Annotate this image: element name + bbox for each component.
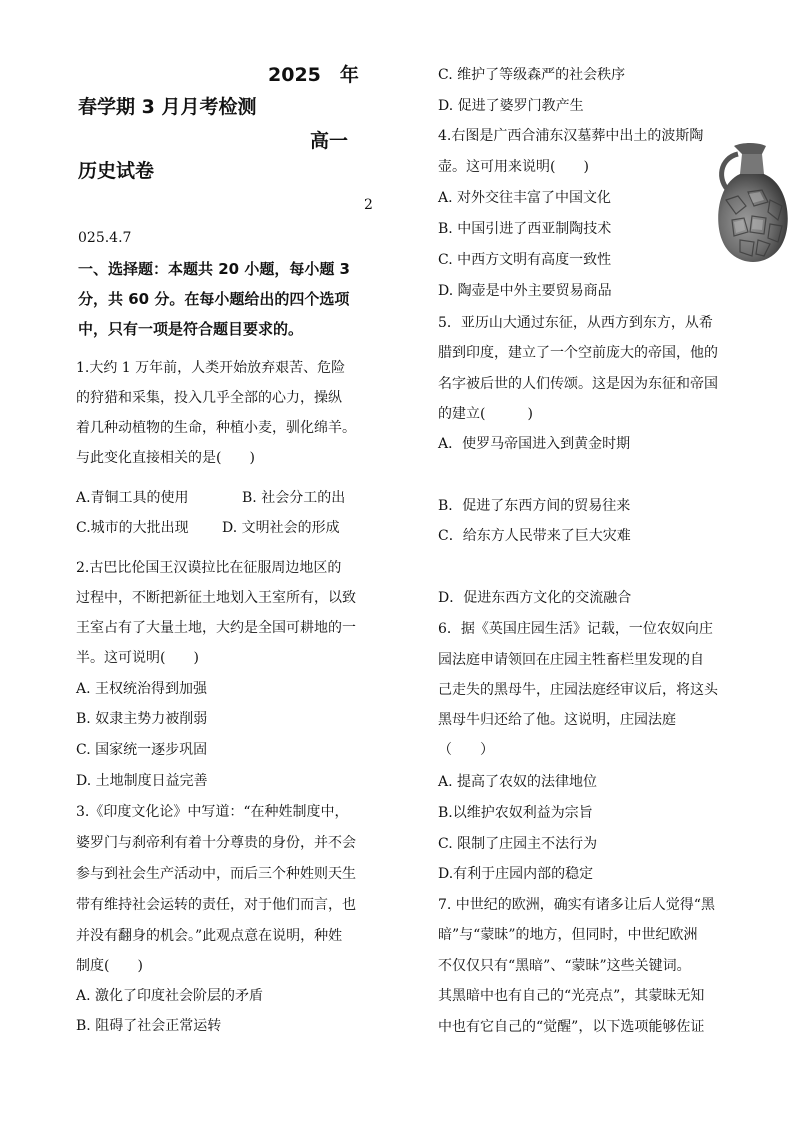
q1-stem-line2: 的狩猎和采集，投入几乎全部的心力，操纵 — [76, 390, 342, 406]
q4-option-d: D. 陶壶是中外主要贸易商品 — [438, 283, 612, 299]
q6-option-c: C. 限制了庄园主不法行为 — [438, 836, 598, 852]
q3-stem-line2: 婆罗门与刹帝利有着十分尊贵的身份，并不会 — [76, 835, 356, 851]
q3-option-c: C. 维护了等级森严的社会秩序 — [438, 67, 626, 83]
q7-stem-line1: 7. 中世纪的欧洲，确实有诸多让后人觉得“黑 — [438, 897, 715, 913]
q3-stem-line1: 3.《印度文化论》中写道：“在种姓制度中， — [76, 804, 349, 820]
header-date-part2: 025.4.7 — [78, 230, 132, 246]
persian-pottery-vase-icon — [712, 140, 794, 264]
q7-stem-line4: 其黑暗中也有自己的“光亮点”，其蒙昧无知 — [438, 988, 705, 1004]
q6-option-a: A. 提高了农奴的法律地位 — [438, 774, 598, 790]
section-heading-line1: 一、选择题：本题共 20 小题，每小题 3 — [78, 260, 350, 278]
section-heading-line3: 中，只有一项是符合题目要求的。 — [78, 320, 304, 338]
q6-option-d: D.有利于庄园内部的稳定 — [438, 866, 594, 882]
q3-option-a: A. 激化了印度社会阶层的矛盾 — [76, 988, 264, 1004]
q6-stem-line5: （ ） — [438, 742, 494, 758]
q2-option-c: C. 国家统一逐步巩固 — [76, 742, 208, 758]
section-heading-line2: 分，共 60 分。在每小题给出的四个选项 — [78, 290, 350, 308]
q5-stem-line3: 名字被后世的人们传颂。这是因为东征和帝国 — [438, 376, 718, 392]
q2-stem-line2: 过程中，不断把新征土地划入王室所有，以致 — [76, 590, 356, 606]
q4-stem-line1: 4.右图是广西合浦东汉墓葬中出土的波斯陶 — [438, 128, 704, 144]
q6-stem-line4: 黑母牛归还给了他。这说明，庄园法庭 — [438, 712, 676, 728]
q5-stem-line4: 的建立( ) — [438, 406, 533, 422]
q3-option-b: B. 阻碍了社会正常运转 — [76, 1018, 222, 1034]
q1-option-b: B. 社会分工的出 — [242, 490, 346, 506]
header-date-part1: 2 — [364, 197, 373, 213]
q1-option-c: C.城市的大批出现 — [76, 520, 189, 536]
q2-stem-line1: 2.古巴比伦国王汉谟拉比在征服周边地区的 — [76, 560, 342, 576]
q4-option-b: B. 中国引进了西亚制陶技术 — [438, 221, 612, 237]
q7-stem-line5: 中也有它自己的“觉醒”，以下选项能够佐证 — [438, 1019, 705, 1035]
header-subject: 历史试卷 — [78, 160, 155, 182]
q6-stem-line1: 6．据《英国庄园生活》记载，一位农奴向庄 — [438, 621, 713, 637]
q1-stem-line3: 着几种动植物的生命，种植小麦，驯化绵羊。 — [76, 420, 356, 436]
q5-option-d: D．促进东西方文化的交流融合 — [438, 590, 632, 606]
q6-stem-line2: 园法庭申请领回在庄园主牲畜栏里发现的自 — [438, 652, 704, 668]
q7-stem-line3: 不仅仅只有“黑暗”、“蒙昧”这些关键词。 — [438, 958, 691, 974]
q2-option-b: B. 奴隶主势力被削弱 — [76, 711, 208, 727]
q3-stem-line4: 带有维持社会运转的责任，对于他们而言，也 — [76, 897, 356, 913]
q1-stem-line1: 1.大约 1 万年前，人类开始放弃艰苦、危险 — [76, 360, 346, 376]
q6-option-b: B.以维护农奴利益为宗旨 — [438, 805, 593, 821]
q4-option-a: A. 对外交往丰富了中国文化 — [438, 190, 612, 206]
q5-option-a: A．使罗马帝国进入到黄金时期 — [438, 436, 631, 452]
q1-option-a: A.青铜工具的使用 — [76, 490, 189, 506]
q6-stem-line3: 己走失的黑母牛，庄园法庭经审议后，将这头 — [438, 682, 718, 698]
q5-option-c: C．给东方人民带来了巨大灾难 — [438, 528, 631, 544]
header-exam-title: 春学期 3 月月考检测 — [78, 96, 257, 118]
q2-option-d: D. 土地制度日益完善 — [76, 773, 208, 789]
q2-option-a: A. 王权统治得到加强 — [76, 681, 208, 697]
header-grade: 高一 — [310, 130, 349, 152]
q4-option-c: C. 中西方文明有高度一致性 — [438, 252, 612, 268]
q5-option-b: B．促进了东西方间的贸易往来 — [438, 498, 631, 514]
q1-option-d: D. 文明社会的形成 — [222, 520, 340, 536]
q1-stem-line4: 与此变化直接相关的是( ) — [76, 450, 255, 466]
q2-stem-line4: 半。这可说明( ) — [76, 650, 199, 666]
q5-stem-line1: 5．亚历山大通过东征，从西方到东方，从希 — [438, 315, 713, 331]
header-year: 2025 年 — [268, 64, 359, 86]
q3-stem-line5: 并没有翻身的机会。”此观点意在说明，种姓 — [76, 928, 343, 944]
q2-stem-line3: 王室占有了大量土地，大约是全国可耕地的一 — [76, 620, 356, 636]
q7-stem-line2: 暗”与“蒙昧”的地方，但同时，中世纪欧洲 — [438, 927, 698, 943]
q5-stem-line2: 腊到印度，建立了一个空前庞大的帝国，他的 — [438, 345, 718, 361]
q3-stem-line3: 参与到社会生产活动中，而后三个种姓则天生 — [76, 866, 356, 882]
q3-option-d: D. 促进了婆罗门教产生 — [438, 98, 584, 114]
q3-stem-line6: 制度( ) — [76, 958, 143, 974]
q4-stem-line2: 壶。这可用来说明( ) — [438, 159, 589, 175]
